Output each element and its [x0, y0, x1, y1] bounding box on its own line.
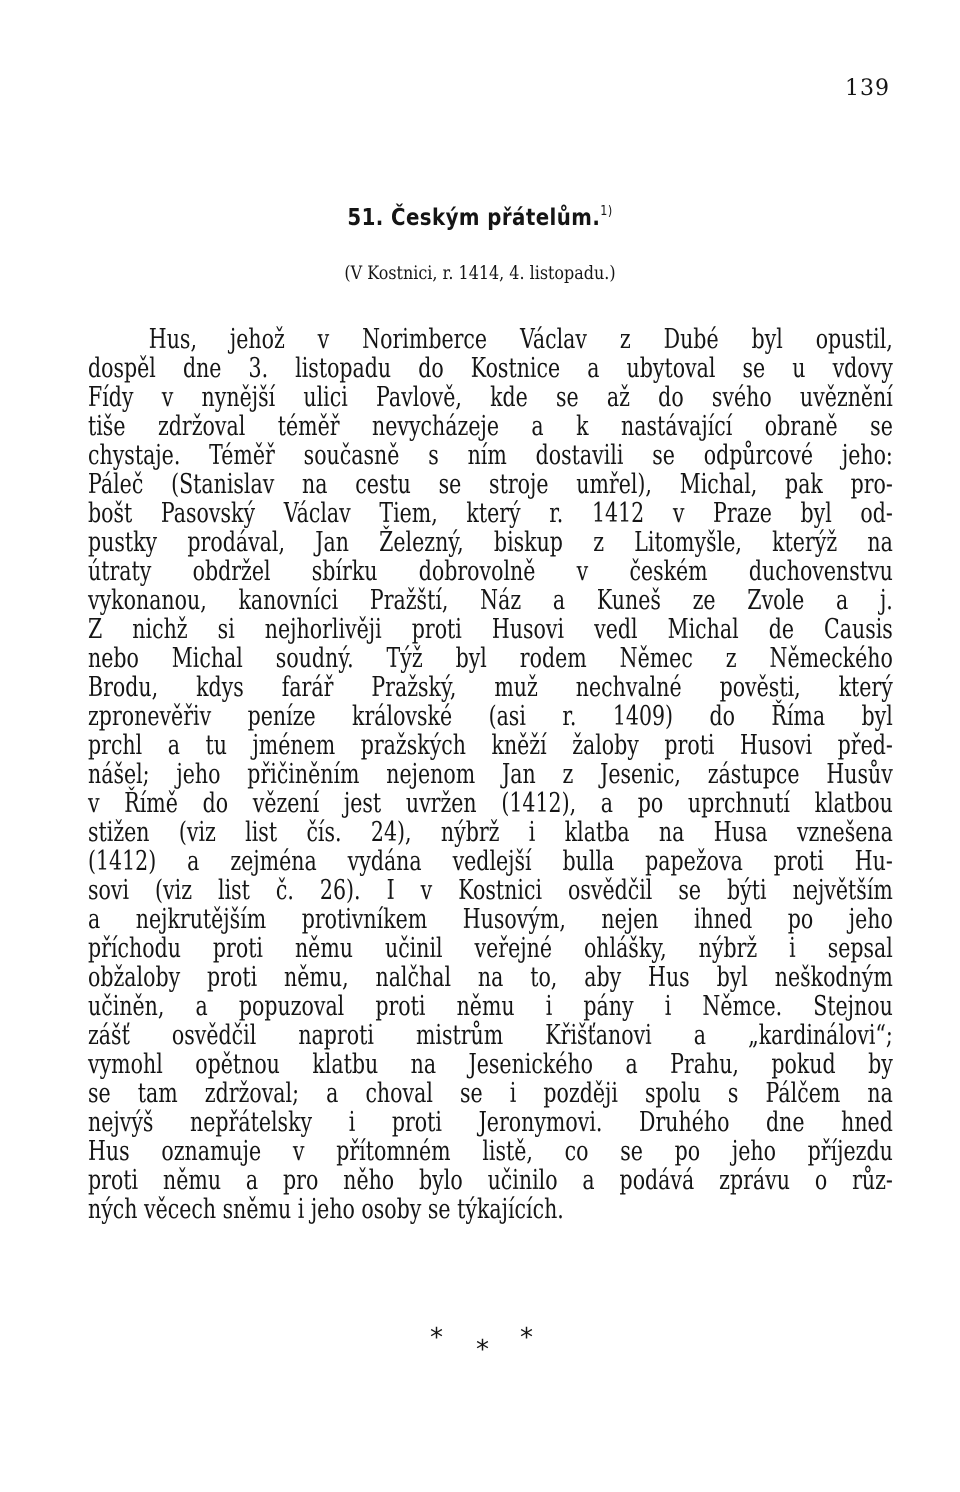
chapter-title — [67, 204, 893, 231]
section-ornament — [420, 1325, 550, 1365]
paragraph-line: nejvýš nepřátelsky i proti Jeronymovi. Druhého dne hned — [88, 1107, 893, 1138]
body-paragraph — [88, 325, 893, 1224]
paragraph-line: v Římě do vězení jest uvržen (1412), a po uprchnutí klatbou — [88, 788, 893, 819]
paragraph-line: sovi (viz list č. 26). I v Kostnici osvědčil se býti největším — [88, 875, 893, 906]
page-number: 139 — [845, 76, 890, 101]
paragraph-line: nebo Michal soudný. Týž byl rodem Němec z Německého — [88, 643, 893, 674]
asterisk-left: * — [430, 1323, 443, 1353]
paragraph-line: ných věcech sněmu i jeho osoby se týkajících. — [88, 1194, 564, 1225]
paragraph-line: vymohl opětnou klatbu na Jesenického a Prahu, pokud by — [88, 1049, 893, 1080]
chapter-title-text: 51. Českým přátelům. — [347, 205, 601, 231]
asterisk-right: * — [520, 1323, 533, 1353]
paragraph-line: Z nichž si nejhorlivěji proti Husovi vedl Michal de Causis — [88, 614, 893, 645]
paragraph-line: chystaje. Téměř současně s ním dostavili se odpůrcové jeho: — [88, 440, 893, 471]
paragraph-line: příchodu proti němu učinil veřejné ohlášky, nýbrž i sepsal — [88, 933, 893, 964]
paragraph-line: pustky prodával, Jan Železný, biskup z Litomyšle, kterýž na — [88, 527, 893, 558]
paragraph-line: tiše zdržoval téměř nevycházeje a k nastávající obraně se — [88, 411, 893, 442]
paragraph-line: zášť osvědčil naproti mistrům Křišťanovi a „kardinálovi“; — [88, 1020, 893, 1051]
paragraph-line: proti němu a pro něho bylo učinilo a podává zprávu o růz- — [88, 1165, 893, 1196]
paragraph-line: učiněn, a popuzoval proti němu i pány i Němce. Stejnou — [88, 991, 893, 1022]
paragraph-line: a nejkrutějším protivníkem Husovým, nejen ihned po jeho — [88, 904, 893, 935]
paragraph-line: nášel; jeho přičiněním nejenom Jan z Jesenic, zástupce Husův — [88, 759, 893, 790]
paragraph-line: (1412) a zejména vydána vedlejší bulla papežova proti Hu- — [88, 846, 893, 877]
paragraph-line: zpronevěřiv peníze královské (asi r. 1409) do Říma byl — [88, 701, 893, 732]
asterisk-center: * — [476, 1335, 489, 1365]
footnote-marker: 1) — [600, 204, 613, 219]
paragraph-line: vykonanou, kanovníci Pražští, Náz a Kuneš ze Zvole a j. — [88, 585, 893, 616]
paragraph-line: Brodu, kdys farář Pražský, muž nechvalné pověsti, který — [88, 672, 893, 703]
paragraph-line: útraty obdržel sbírku dobrovolně v českém duchovenstvu — [88, 556, 893, 587]
paragraph-line: se tam zdržoval; a choval se i později spolu s Pálčem na — [88, 1078, 893, 1109]
chapter-subtitle: (V Kostnici, r. 1414, 4. listopadu.) — [344, 262, 616, 284]
paragraph-line: obžaloby proti němu, nalčhal na to, aby Hus byl neškodným — [88, 962, 893, 993]
paragraph-line: stižen (viz list čís. 24), nýbrž i klatba na Husa vznešena — [88, 817, 893, 848]
paragraph-line: dospěl dne 3. listopadu do Kostnice a ubytoval se u vdovy — [88, 353, 893, 384]
paragraph-line: Hus oznamuje v přítomném listě, co se po jeho příjezdu — [88, 1136, 893, 1167]
paragraph-line: Fídy v nynější ulici Pavlově, kde se až do svého uvěznění — [88, 382, 893, 413]
paragraph-line: Páleč (Stanislav na cestu se stroje umřel), Michal, pak pro- — [88, 469, 893, 500]
paragraph-line: Hus, jehož v Norimberce Václav z Dubé byl opustil, — [148, 324, 893, 355]
paragraph-line: prchl a tu jménem pražských kněží žaloby proti Husovi před- — [88, 730, 893, 761]
paragraph-line: bošt Pasovský Václav Tiem, který r. 1412 v Praze byl od- — [88, 498, 893, 529]
